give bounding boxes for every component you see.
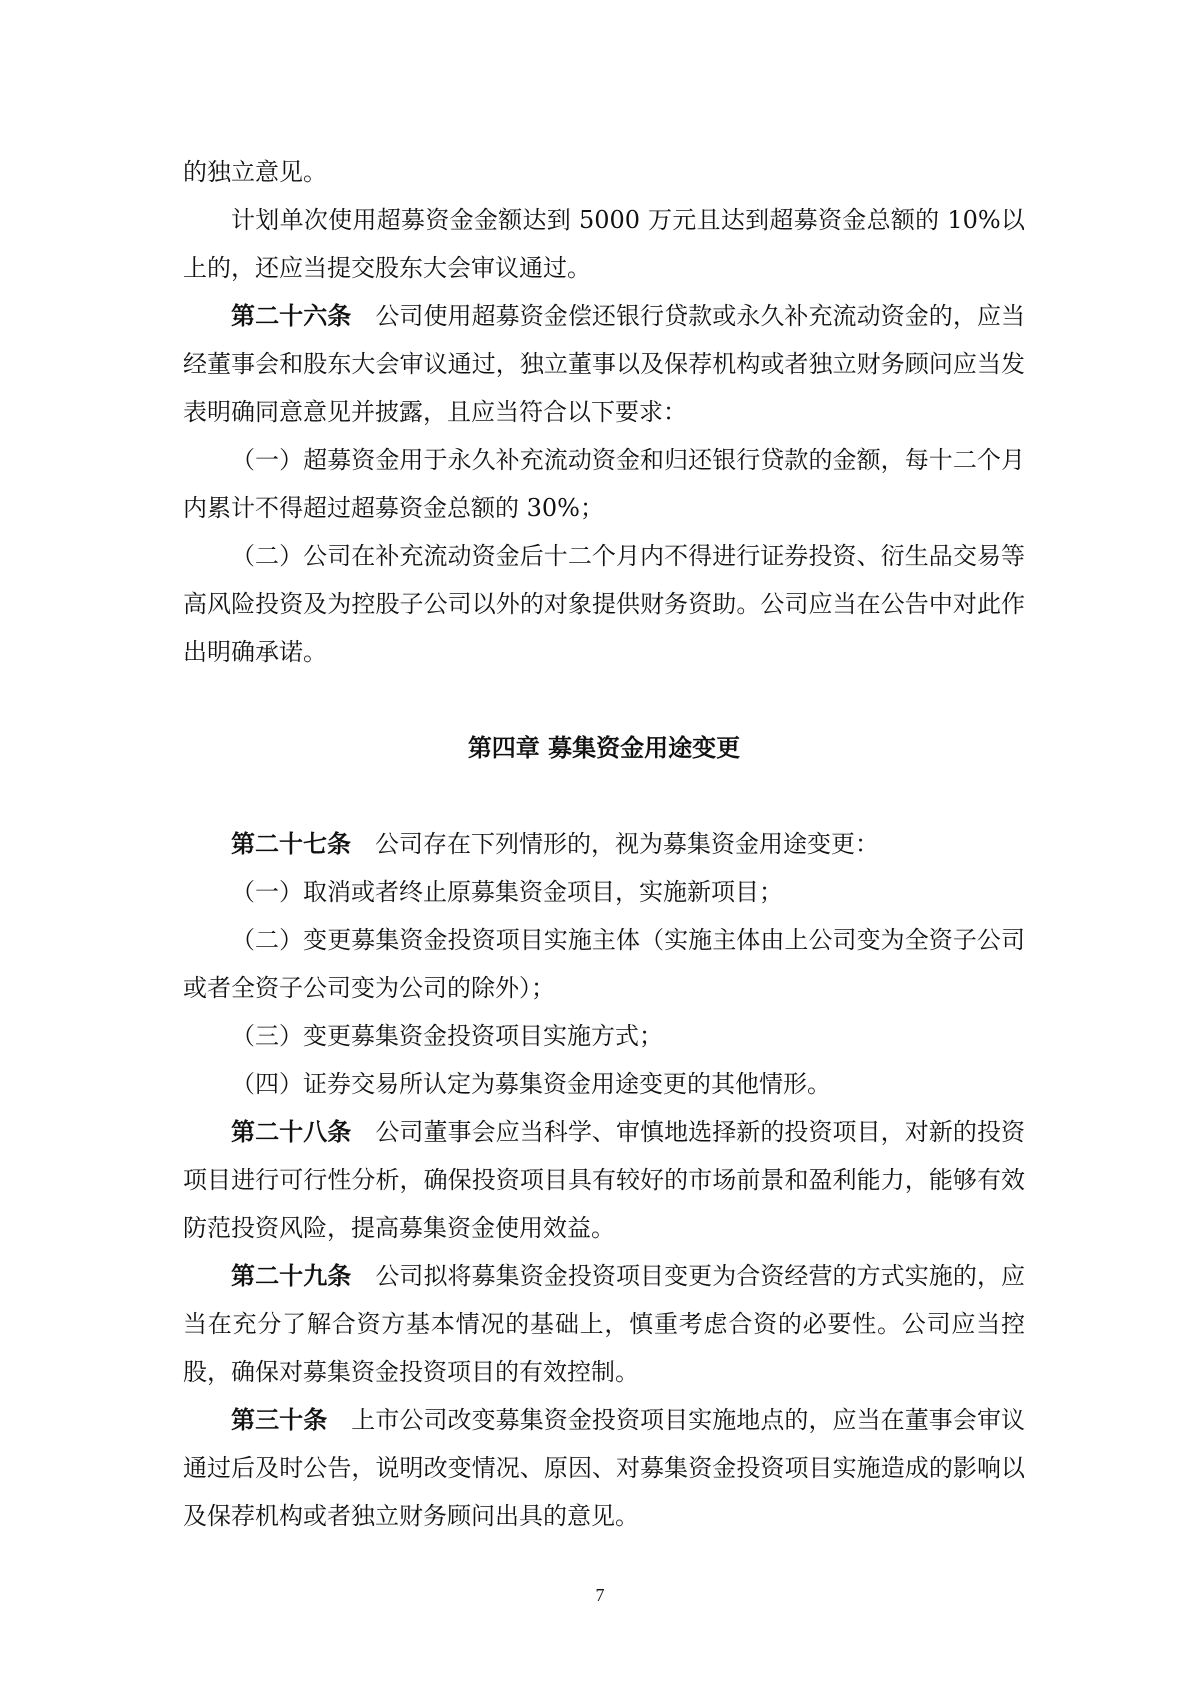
article-number: 第二十九条 [231,1261,352,1290]
article-text: 公司董事会应当科学、审慎地选择新的投资项目，对新的投资项目进行可行性分析，确保投资项目具有较好的市场前景和盈利能力，能够有效防范投资风险，提高募集资金使用效益。 [183,1118,1026,1242]
article-27-item-1 [183,868,1025,916]
list-item-text: （一）取消或者终止原募集资金项目，实施新项目； [231,878,783,906]
article-text: 上市公司改变募集资金投资项目实施地点的，应当在董事会审议通过后及时公告，说明改变情况、原因、对募集资金投资项目实施造成的影响以及保荐机构或者独立财务顾问出具的意见。 [183,1406,1026,1530]
article-26-item-2 [183,532,1025,676]
list-item-text: （四）证券交易所认定为募集资金用途变更的其他情形。 [231,1070,831,1098]
paragraph-text: 计划单次使用超募资金金额达到 5000 万元且达到超募资金总额的 10%以上的，还应当提交股东大会审议通过。 [183,206,1025,282]
article-27-item-2 [183,916,1025,1012]
article-text: 公司拟将募集资金投资项目变更为合资经营的方式实施的，应当在充分了解合资方基本情况的基础上，慎重考虑合资的必要性。公司应当控股，确保对募集资金投资项目的有效控制。 [183,1262,1026,1386]
list-item-text: （二）变更募集资金投资项目实施主体（实施主体由上公司变为全资子公司或者全资子公司变为公司的除外）； [183,926,1025,1002]
article-27 [183,820,1025,868]
paragraph-text: 的独立意见。 [183,158,327,186]
chapter-heading: 第四章 募集资金用途变更 [467,733,741,762]
article-27-item-4 [183,1060,1025,1108]
article-28 [183,1108,1025,1252]
article-30 [183,1396,1025,1540]
list-item-text: （三）变更募集资金投资项目实施方式； [231,1022,663,1050]
article-text: 公司存在下列情形的，视为募集资金用途变更： [375,830,879,858]
article-text: 公司使用超募资金偿还银行贷款或永久补充流动资金的，应当经董事会和股东大会审议通过，独立董事以及保荐机构或者独立财务顾问应当发表明确同意意见并披露，且应当符合以下要求： [183,302,1026,426]
article-29 [183,1252,1025,1396]
article-26 [183,292,1025,436]
article-26-item-1 [183,436,1025,532]
list-item-text: （二）公司在补充流动资金后十二个月内不得进行证券投资、衍生品交易等高风险投资及为控股子公司以外的对象提供财务资助。公司应当在公告中对此作出明确承诺。 [183,542,1025,666]
article-number: 第三十条 [231,1405,328,1434]
article-27-item-3 [183,1012,1025,1060]
page-content [183,148,1025,1540]
paragraph-continued-opinion [183,148,1025,196]
paragraph-shareholder-approval-threshold [183,196,1025,292]
page-number: 7 [595,1585,605,1605]
article-number: 第二十七条 [231,829,351,858]
list-item-text: （一）超募资金用于永久补充流动资金和归还银行贷款的金额，每十二个月内累计不得超过超募资金总额的 30%； [183,446,1025,522]
article-number: 第二十八条 [231,1117,352,1146]
article-number: 第二十六条 [231,301,352,330]
